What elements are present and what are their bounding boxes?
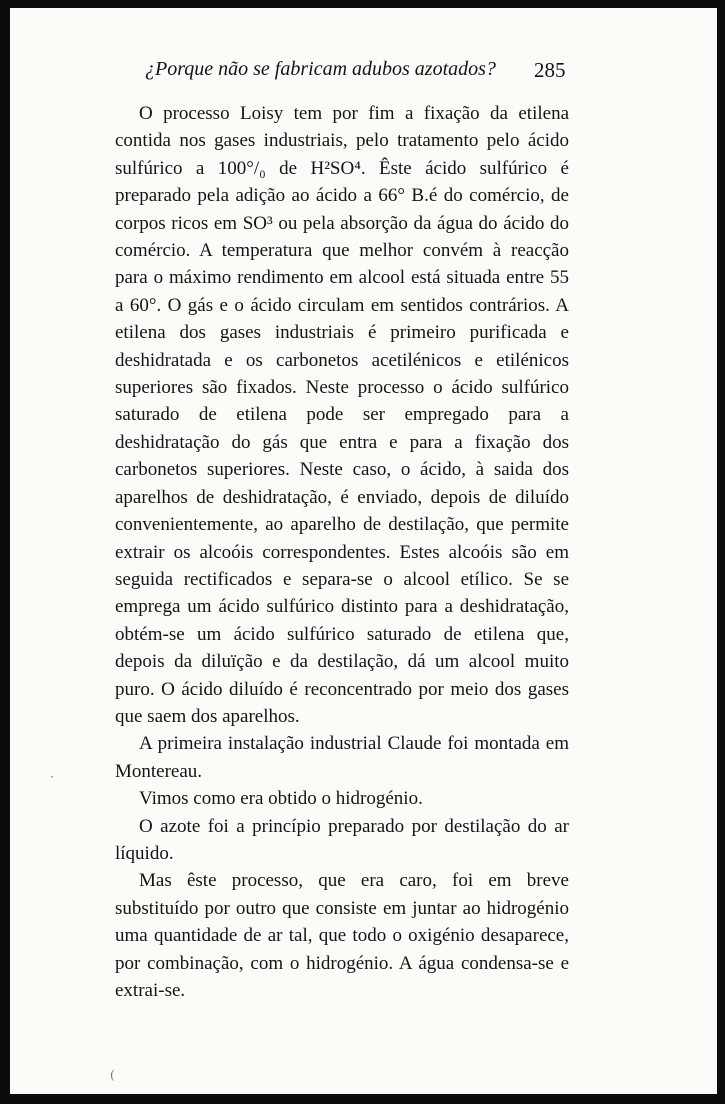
page-number: 285 — [534, 58, 566, 82]
scan-speck: · — [50, 770, 54, 784]
running-title: ¿Porque não se fabricam adubos azotados? — [145, 58, 496, 80]
paragraph-loisy-process: O processo Loisy tem por fim a fixação da etilena contida nos gases industriais, pelo tratamento pelo ácido sulfúrico a 100°/₀ de H²SO⁴. Êste ácido sulfúrico é preparado pela adição ao ácido a 66° B.é do comércio, de corpos ricos em SO³ ou pela absorção da água do ácido do comércio. A temperatura que melhor convém à reacção para o máximo rendimento em alcool está situada entre 55 a 60°. O gás e o ácido circulam em sentidos contrários. A etilena dos gases industriais é primeiro purificada e deshidratada e os carbonetos acetilénicos e etilénicos superiores são fixados. Neste processo o ácido sulfúrico saturado de etilena pode ser empregado para a deshidratação do gás que entra e para a fixação dos carbonetos superiores. Neste caso, o ácido, à saida dos aparelhos de deshidratação, é enviado, depois de diluído convenientemente, ao aparelho de destilação, que permite extrair os alcoóis correspondentes. Estes alcoóis são em seguida rectificados e separa-se o alcool etílico. Se se emprega um ácido sulfúrico distinto para a deshidratação, obtém-se um ácido sulfúrico saturado de etilena que, depois da diluïção e da destilação, dá um alcool muito puro. O ácido diluído é reconcentrado por meio dos gases que saem dos aparelhos. — [115, 103, 569, 727]
paragraph-hydrogen: Vimos como era obtido o hidrogénio. — [139, 788, 423, 810]
body-text — [115, 100, 569, 1004]
paragraph-claude-installation: A primeira instalação industrial Claude foi montada em Montereau. — [115, 733, 569, 782]
scan-speck: ( — [110, 1068, 115, 1082]
book-page — [10, 8, 717, 1094]
paragraph-nitrogen: O azote foi a princípio preparado por destilação do ar líquido. — [115, 815, 569, 864]
paragraph-air-combination: Mas êste processo, que era caro, foi em breve substituído por outro que consiste em juntar ao hidrogénio uma quantidade de ar tal, que todo o oxigénio desaparece, por combinação, com o hidrogénio. A água condensa-se e extrai-se. — [115, 870, 569, 1001]
